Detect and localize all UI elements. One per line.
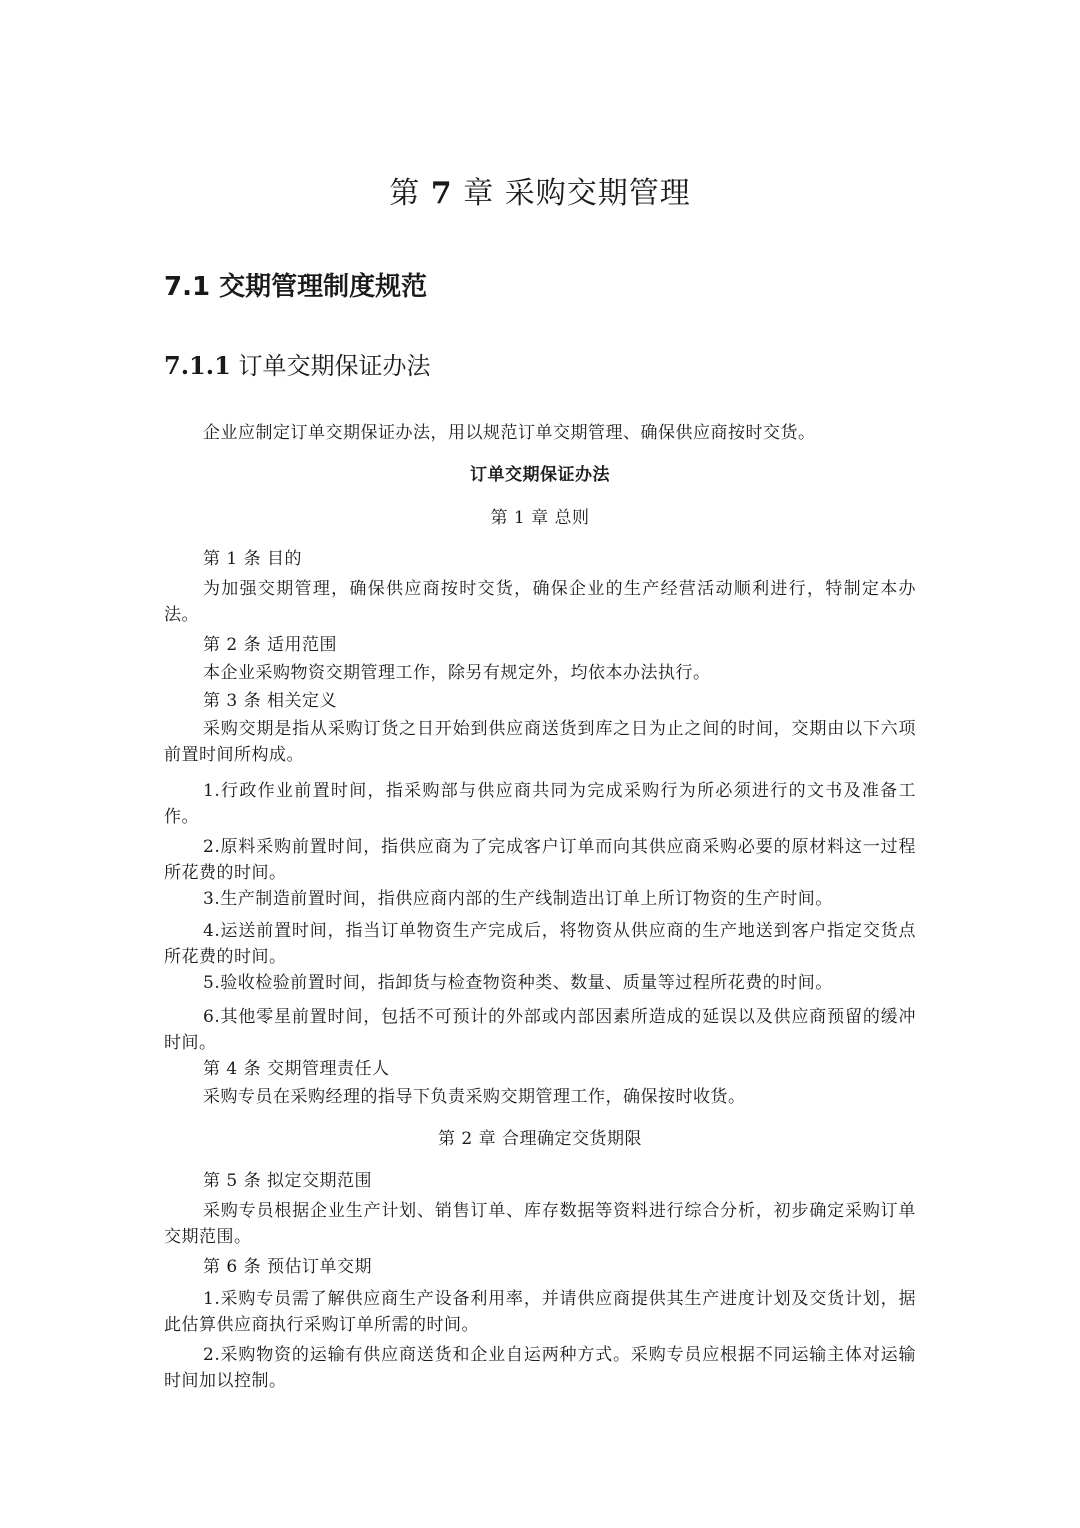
article-3-body: 采购交期是指从采购订货之日开始到供应商送货到库之日为止之间的时间，交期由以下六项前置时间所构成。 — [164, 719, 916, 765]
article-3-item-6: 6.其他零星前置时间，包括不可预计的外部或内部因素所造成的延误以及供应商预留的缓冲时间。 — [164, 1007, 916, 1053]
document-title: 订单交期保证办法 — [470, 465, 610, 485]
subsection-number: 7.1.1 — [164, 351, 231, 380]
article-3-item-3: 3.生产制造前置时间，指供应商内部的生产线制造出订单上所订物资的生产时间。 — [203, 889, 833, 909]
article-5-body: 采购专员根据企业生产计划、销售订单、库存数据等资料进行综合分析，初步确定采购订单交期范围。 — [164, 1201, 916, 1247]
chapter-number: 7 — [430, 176, 453, 211]
article-4-heading: 第 4 条 交期管理责任人 — [203, 1059, 390, 1079]
chapter-title — [0, 172, 1080, 216]
chapter-prefix: 第 — [389, 176, 431, 211]
intro-paragraph: 企业应制定订单交期保证办法，用以规范订单交期管理、确保供应商按时交货。 — [203, 423, 816, 443]
article-3-item-5: 5.验收检验前置时间，指卸货与检查物资种类、数量、质量等过程所花费的时间。 — [203, 973, 833, 993]
article-2-heading: 第 2 条 适用范围 — [203, 635, 338, 655]
article-6-item-1: 1.采购专员需了解供应商生产设备利用率，并请供应商提供其生产进度计划及交货计划，据此估算供应商执行采购订单所需的时间。 — [164, 1289, 916, 1335]
article-5-heading: 第 5 条 拟定交期范围 — [203, 1171, 373, 1191]
chapter1-heading: 第 1 章 总则 — [490, 508, 590, 528]
article-2-body: 本企业采购物资交期管理工作，除另有规定外，均依本办法执行。 — [203, 663, 711, 683]
subsection-title — [164, 348, 430, 384]
article-1-heading: 第 1 条 目的 — [203, 549, 303, 569]
article-3-heading: 第 3 条 相关定义 — [203, 691, 338, 711]
article-3-item-1: 1.行政作业前置时间，指采购部与供应商共同为完成采购行为所必须进行的文书及准备工作。 — [164, 781, 916, 827]
article-3-item-4: 4.运送前置时间，指当订单物资生产完成后，将物资从供应商的生产地送到客户指定交货点所花费的时间。 — [164, 921, 916, 967]
chapter2-heading: 第 2 章 合理确定交货期限 — [437, 1129, 643, 1149]
subsection-text: 订单交期保证办法 — [230, 352, 431, 380]
article-6-heading: 第 6 条 预估订单交期 — [203, 1257, 373, 1277]
chapter-suffix: 章 采购交期管理 — [452, 176, 691, 211]
article-1-body: 为加强交期管理，确保供应商按时交货，确保企业的生产经营活动顺利进行，特制定本办法。 — [164, 579, 916, 625]
section-title: 7.1 交期管理制度规范 — [164, 272, 428, 302]
article-4-body: 采购专员在采购经理的指导下负责采购交期管理工作，确保按时收货。 — [203, 1087, 746, 1107]
article-6-item-2: 2.采购物资的运输有供应商送货和企业自运两种方式。采购专员应根据不同运输主体对运输时间加以控制。 — [164, 1345, 916, 1391]
article-3-item-2: 2.原料采购前置时间，指供应商为了完成客户订单而向其供应商采购必要的原材料这一过程所花费的时间。 — [164, 837, 916, 883]
